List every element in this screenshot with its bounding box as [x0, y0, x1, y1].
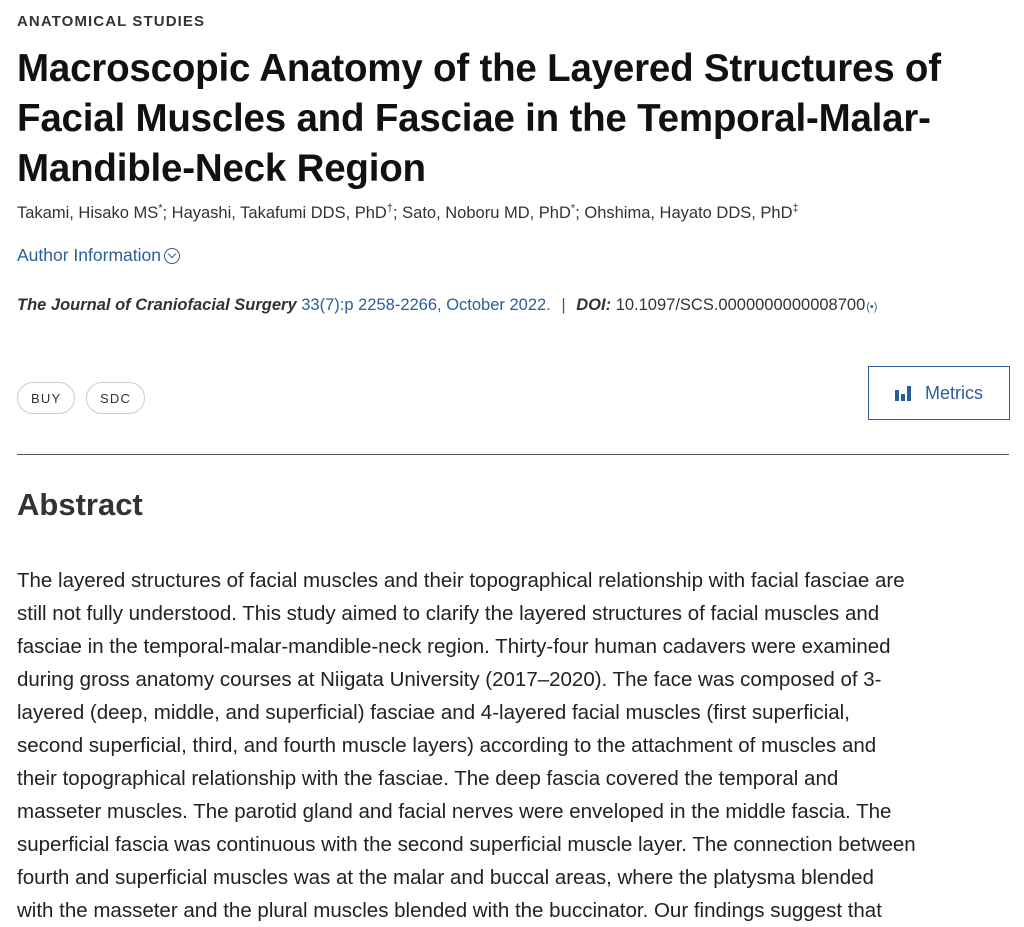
- doi-value: 10.1097/SCS.0000000000008700: [615, 296, 866, 314]
- section-divider: [17, 454, 1009, 455]
- chevron-circle-down-icon: [164, 248, 180, 264]
- metrics-button[interactable]: [868, 366, 1010, 420]
- author-information-toggle[interactable]: [17, 245, 180, 266]
- affiliation-mark: *: [570, 202, 576, 215]
- author-name[interactable]: Takami, Hisako MS: [17, 204, 159, 222]
- bar-chart-icon: [895, 386, 913, 401]
- issue-link[interactable]: 33(7):p 2258-2266, October 2022.: [301, 296, 551, 314]
- section-label: ANATOMICAL STUDIES: [17, 13, 206, 30]
- doi-label: DOI:: [576, 296, 612, 314]
- abstract-line: superficial fascia was continuous with the second superficial muscle layer. The connection between: [17, 833, 916, 856]
- author-information-label: Author Information: [17, 245, 161, 265]
- affiliation-mark: †: [386, 202, 393, 215]
- abstract-line: The layered structures of facial muscles and their topographical relationship with facial fasciae are: [17, 569, 905, 592]
- author-name[interactable]: Sato, Noboru MD, PhD: [402, 204, 571, 222]
- abstract-line: masseter muscles. The parotid gland and facial nerves were enveloped in the middle fascia. The: [17, 800, 892, 823]
- abstract-line: second superficial, third, and fourth muscle layers) according to the attachment of muscles and: [17, 734, 877, 757]
- citation-line: [17, 296, 877, 315]
- author-name[interactable]: Ohshima, Hayato DDS, PhD: [584, 204, 793, 222]
- abstract-line: fourth and superficial muscles was at the malar and buccal areas, where the platysma blended: [17, 866, 874, 889]
- article-title: Macroscopic Anatomy of the Layered Structures of Facial Muscles and Fasciae in the Temporal-Malar-Mandible-Neck Region: [17, 47, 941, 190]
- journal-name: The Journal of Craniofacial Surgery: [17, 296, 297, 314]
- author-name[interactable]: Hayashi, Takafumi DDS, PhD: [171, 204, 387, 222]
- buy-button-label: BUY: [31, 390, 62, 406]
- sdc-button[interactable]: [86, 382, 145, 414]
- abstract-line: still not fully understood. This study aimed to clarify the layered structures of facial muscles and: [17, 602, 880, 625]
- abstract-line: fasciae in the temporal-malar-mandible-neck region. Thirty-four human cadavers were examined: [17, 635, 891, 658]
- buy-button[interactable]: [17, 382, 75, 414]
- abstract-line: layered (deep, middle, and superficial) fasciae and 4-layered facial muscles (first superficial,: [17, 701, 850, 724]
- abstract-line: with the masseter and the plural muscles blended with the buccinator. Our findings suggest that: [17, 899, 882, 922]
- open-access-icon: (•): [866, 301, 878, 313]
- sdc-button-label: SDC: [100, 390, 132, 406]
- citation-separator: |: [561, 296, 566, 314]
- metrics-button-label: Metrics: [925, 382, 983, 403]
- abstract-text: [17, 564, 1011, 927]
- abstract-line: during gross anatomy courses at Niigata University (2017–2020). The face was composed of 3-: [17, 668, 882, 691]
- affiliation-mark: ‡: [792, 202, 799, 215]
- abstract-heading: Abstract: [17, 487, 143, 522]
- author-list: Takami, Hisako MS*; Hayashi, Takafumi DDS, PhD†; Sato, Noboru MD, PhD*; Ohshima, Hayato DDS, PhD‡: [17, 202, 799, 222]
- affiliation-mark: *: [158, 202, 163, 215]
- abstract-line: their topographical relationship with the fasciae. The deep fascia covered the temporal and: [17, 767, 839, 790]
